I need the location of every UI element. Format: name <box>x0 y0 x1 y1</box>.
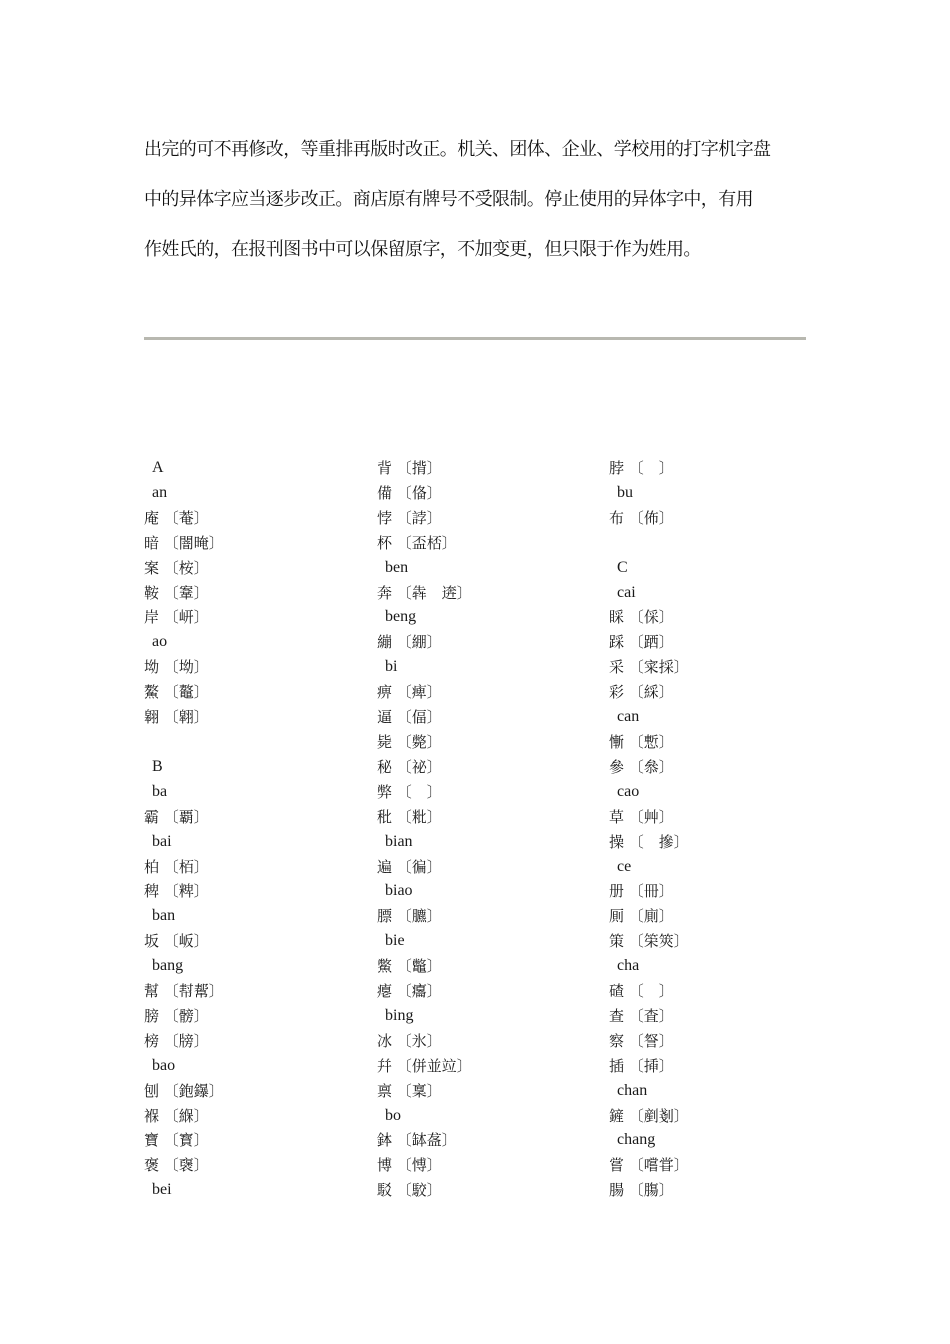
paragraph-line: 中的异体字应当逐步改正。商店原有牌号不受限制。停止使用的异体字中，有用 <box>144 189 753 210</box>
character-entry: 刨 〔鉋鑤〕 <box>144 1081 224 1100</box>
pinyin-heading: beng <box>385 608 417 626</box>
character-entry: 備 〔俻〕 <box>377 483 442 502</box>
pinyin-heading: can <box>617 708 640 726</box>
paragraph-line: 出完的可不再修改，等重排再版时改正。机关、团体、企业、学校用的打字机字盘 <box>144 139 771 160</box>
character-entry: 慚 〔慙〕 <box>609 732 674 751</box>
blank-row <box>609 531 829 556</box>
character-entry: 柏 〔栢〕 <box>144 857 209 876</box>
pinyin-heading: bian <box>385 832 413 850</box>
character-entry: 褓 〔緥〕 <box>144 1106 209 1125</box>
character-entry: 毙 〔斃〕 <box>377 732 442 751</box>
character-entry: 坂 〔岅〕 <box>144 932 209 951</box>
character-entry: 禀 〔稟〕 <box>377 1081 442 1100</box>
character-entry: 參 〔叅〕 <box>609 757 674 776</box>
section-letter: C <box>617 558 628 576</box>
paragraph-line: 作姓氏的，在报刊图书中可以保留原字，不加变更，但只限于作为姓用。 <box>144 239 701 260</box>
pinyin-heading: bi <box>385 658 398 676</box>
character-entry: 繃 〔綳〕 <box>377 633 442 652</box>
character-entry: 翱 〔翶〕 <box>144 708 209 727</box>
character-entry: 布 〔佈〕 <box>609 508 674 527</box>
character-entry: 博 〔愽〕 <box>377 1156 442 1175</box>
pinyin-heading: bo <box>385 1106 401 1124</box>
character-entry: 嘗 〔嚐甞〕 <box>609 1156 689 1175</box>
pinyin-heading: bang <box>152 957 184 975</box>
pinyin-heading: an <box>152 483 168 501</box>
section-letter: A <box>152 459 164 476</box>
character-column-2 <box>377 456 597 1203</box>
pinyin-heading: ben <box>385 558 409 576</box>
character-entry: 背 〔揹〕 <box>377 459 442 477</box>
character-entry: 采 〔寀採〕 <box>609 658 689 677</box>
character-entry: 彩 〔綵〕 <box>609 683 674 702</box>
pinyin-heading: cao <box>617 782 640 800</box>
pinyin-heading: bing <box>385 1006 414 1024</box>
pinyin-heading: ce <box>617 857 632 875</box>
character-entry: 冰 〔氷〕 <box>377 1031 442 1050</box>
pinyin-heading: chang <box>617 1131 656 1149</box>
character-entry: 鉢 〔缽盋〕 <box>377 1131 457 1150</box>
character-entry: 鞍 〔鞌〕 <box>144 583 209 602</box>
character-entry: 稗 〔粺〕 <box>144 882 209 901</box>
character-entry: 褒 〔襃〕 <box>144 1156 209 1175</box>
pinyin-heading: biao <box>385 882 413 900</box>
character-entry: 悖 〔誖〕 <box>377 508 442 527</box>
horizontal-divider <box>144 337 806 340</box>
pinyin-heading: ao <box>152 633 168 651</box>
character-entry: 弊 〔 〕 <box>377 782 442 801</box>
character-entry: 痹 〔痺〕 <box>377 683 442 702</box>
pinyin-heading: chan <box>617 1081 648 1099</box>
character-entry: 鏟 〔剷剗〕 <box>609 1106 689 1125</box>
pinyin-heading: ban <box>152 907 176 925</box>
character-entry: 幫 〔幇幚〕 <box>144 982 224 1001</box>
character-column-3 <box>609 456 829 1203</box>
character-entry: 腸 〔膓〕 <box>609 1181 674 1200</box>
character-entry: 秕 〔粃〕 <box>377 807 442 826</box>
character-entry: 鱉 〔鼈〕 <box>377 957 442 976</box>
intro-paragraph <box>144 132 814 282</box>
character-entry: 案 〔桉〕 <box>144 558 209 577</box>
pinyin-heading: bu <box>617 483 633 501</box>
character-entry: 瘪 〔癟〕 <box>377 982 442 1001</box>
character-entry: 奔 〔犇 逩〕 <box>377 583 472 602</box>
character-entry: 岸 〔岍〕 <box>144 608 209 627</box>
pinyin-heading: ba <box>152 782 168 800</box>
character-entry: 逼 〔偪〕 <box>377 708 442 727</box>
character-entry: 操 〔 摻〕 <box>609 832 689 851</box>
pinyin-heading: bao <box>152 1056 176 1074</box>
character-entry: 寶 〔寳〕 <box>144 1131 209 1150</box>
character-entry: 策 〔筞筴〕 <box>609 932 689 951</box>
character-entry: 膘 〔臕〕 <box>377 907 442 926</box>
pinyin-heading: cha <box>617 957 640 975</box>
character-entry: 厠 〔廁〕 <box>609 907 674 926</box>
character-entry: 庵 〔菴〕 <box>144 508 209 527</box>
character-entry: 睬 〔倸〕 <box>609 608 674 627</box>
character-entry: 秘 〔祕〕 <box>377 757 442 776</box>
pinyin-heading: bie <box>385 932 405 950</box>
character-entry: 察 〔詧〕 <box>609 1031 674 1050</box>
blank-row <box>144 730 364 755</box>
character-entry: 碴 〔 〕 <box>609 982 674 1001</box>
character-entry: 查 〔査〕 <box>609 1006 674 1025</box>
character-column-1 <box>144 456 364 1203</box>
character-entry: 幷 〔併並竝〕 <box>377 1056 472 1075</box>
character-entry: 脖 〔 〕 <box>609 459 674 477</box>
character-entry: 霸 〔覇〕 <box>144 807 209 826</box>
character-entry: 杯 〔盃桮〕 <box>377 533 457 552</box>
character-entry: 榜 〔牓〕 <box>144 1031 209 1050</box>
character-entry: 鰲 〔鼇〕 <box>144 683 209 702</box>
character-entry: 册 〔冊〕 <box>609 882 674 901</box>
character-entry: 踩 〔跴〕 <box>609 633 674 652</box>
pinyin-heading: bai <box>152 832 172 850</box>
character-entry: 插 〔揷〕 <box>609 1056 674 1075</box>
character-entry: 草 〔艸〕 <box>609 807 674 826</box>
character-entry: 駁 〔駮〕 <box>377 1181 442 1200</box>
section-letter: B <box>152 757 163 775</box>
character-entry: 遍 〔徧〕 <box>377 857 442 876</box>
pinyin-heading: cai <box>617 583 636 601</box>
character-entry: 暗 〔闇晻〕 <box>144 533 224 552</box>
pinyin-heading: bei <box>152 1181 172 1199</box>
character-entry: 膀 〔髈〕 <box>144 1006 209 1025</box>
character-entry: 坳 〔坳〕 <box>144 658 209 677</box>
